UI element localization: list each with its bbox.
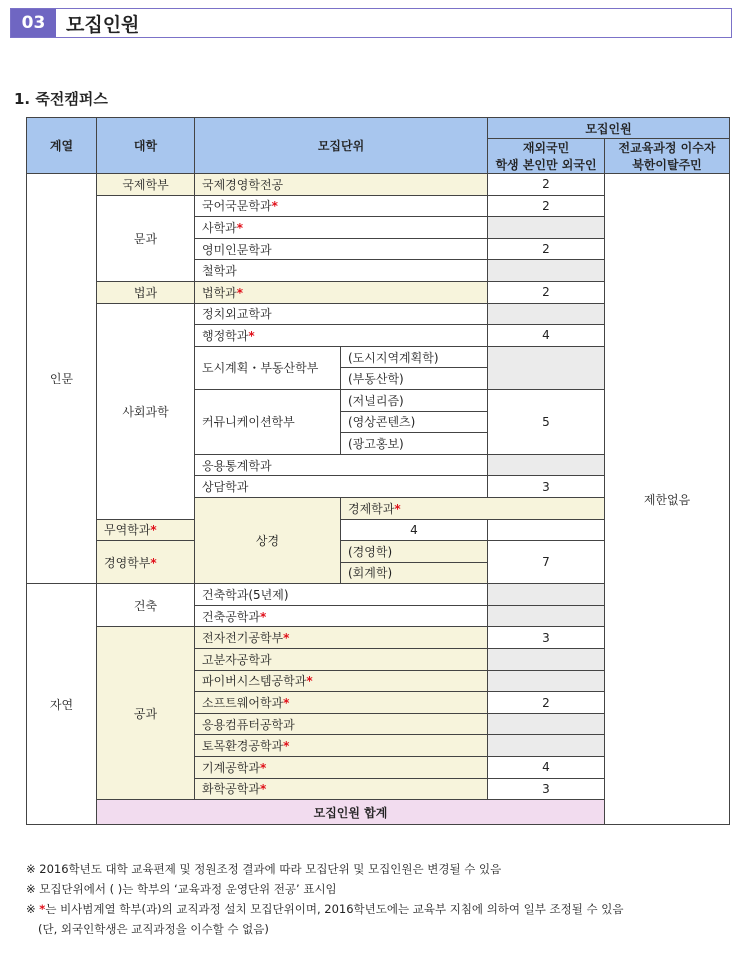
star-mark: * (150, 555, 157, 570)
star-mark: * (259, 782, 267, 797)
unit-row: 정치외교학과 (195, 303, 488, 325)
star-mark: * (283, 631, 290, 646)
unit-row: 전자전기공학부* (195, 627, 488, 649)
unit-row: 국제경영학전공 (195, 174, 488, 196)
quota-value: 7 (488, 541, 605, 584)
unit-row: 무역학과* (97, 519, 341, 541)
star-mark: * (283, 696, 290, 711)
star-mark: * (248, 328, 255, 343)
section-header (10, 8, 732, 38)
header-track: 계열 (27, 118, 97, 174)
quota-value: 2 (488, 174, 605, 196)
unit-row: 건축공학과* (195, 605, 488, 627)
unit-row: 행정학과* (195, 325, 488, 347)
unit-row: 국어국문학과* (195, 195, 488, 217)
college-business: 상경 (195, 497, 341, 583)
unit-division: 커뮤니케이션학부 (195, 389, 341, 454)
quota-value: 5 (488, 389, 605, 454)
quota-empty (488, 303, 605, 325)
unit-row: 소프트웨어학과* (195, 692, 488, 714)
star-mark: * (39, 902, 46, 916)
quota-table (26, 117, 730, 825)
unit-row: 철학과 (195, 260, 488, 282)
unit-row: 기계공학과* (195, 757, 488, 779)
quota-empty (488, 346, 605, 389)
star-mark: * (236, 285, 244, 300)
unit-major: (경영학) (341, 541, 488, 563)
unit-row: 응용통계학과 (195, 454, 488, 476)
track-humanities: 인문 (27, 174, 97, 584)
unit-row: 영미인문학과 (195, 238, 488, 260)
quota-empty (488, 713, 605, 735)
quota-empty (488, 605, 605, 627)
quota-empty (488, 670, 605, 692)
section-title: 모집인원 (66, 13, 140, 36)
star-mark: * (259, 760, 267, 775)
college-liberal: 문과 (97, 195, 195, 281)
quota-empty (488, 735, 605, 757)
quota-value: 2 (488, 195, 605, 217)
quota-empty (488, 260, 605, 282)
college-intl: 국제학부 (97, 174, 195, 196)
unit-row: 법학과* (195, 281, 488, 303)
star-mark: * (236, 220, 244, 235)
unit-major: (도시지역계획학) (341, 346, 488, 368)
footnote: ※ 모집단위에서 ( )는 학부의 ‘교육과정 운영단위 전공’ 표시임 (26, 882, 337, 896)
star-mark: * (283, 739, 290, 754)
unit-major: (부동산학) (341, 368, 488, 390)
quota-value: 4 (341, 519, 488, 541)
quota-empty (488, 584, 605, 606)
unit-major: (광고홍보) (341, 433, 488, 455)
quota-value: 3 (488, 778, 605, 800)
quota-value: 4 (488, 325, 605, 347)
header-col-b: 전교육과정 이수자 북한이탈주민 (605, 139, 730, 174)
star-mark: * (306, 674, 313, 689)
unit-division: 경영학부* (97, 541, 195, 584)
unit-row: 화학공학과* (195, 778, 488, 800)
unit-row: 고분자공학과 (195, 649, 488, 671)
quota-value: 4 (488, 757, 605, 779)
quota-empty (488, 649, 605, 671)
header-quota: 모집인원 (488, 118, 730, 139)
quota-value: 3 (488, 627, 605, 649)
section-number: 03 (11, 9, 56, 37)
quota-value: 2 (488, 281, 605, 303)
college-law: 법과 (97, 281, 195, 303)
track-science: 자연 (27, 584, 97, 825)
quota-value: 2 (488, 238, 605, 260)
unit-major: (회계학) (341, 562, 488, 584)
unit-row: 건축학과(5년제) (195, 584, 488, 606)
star-mark: * (150, 523, 157, 538)
unit-row: 파이버시스템공학과* (195, 670, 488, 692)
unit-row: 상담학과 (195, 476, 488, 498)
header-unit: 모집단위 (195, 118, 488, 174)
unit-row: 토목환경공학과* (195, 735, 488, 757)
quota-no-limit: 제한없음 (605, 174, 730, 825)
unit-row: 응용컴퓨터공학과 (195, 713, 488, 735)
college-eng: 공과 (97, 627, 195, 800)
star-mark: * (259, 609, 267, 624)
total-label: 모집인원 합계 (97, 800, 605, 825)
unit-row: 경제학과* (341, 497, 605, 519)
quota-value: 2 (488, 692, 605, 714)
unit-major: (저널리즘) (341, 389, 488, 411)
header-college: 대학 (97, 118, 195, 174)
college-social: 사회과학 (97, 303, 195, 519)
unit-major: (영상콘텐츠) (341, 411, 488, 433)
footnote: ※ 2016학년도 대학 교육편제 및 정원조정 결과에 따라 모집단위 및 모집인원은 변경될 수 있음 (26, 862, 502, 876)
unit-division: 도시계획・부동산학부 (195, 346, 341, 389)
star-mark: * (394, 501, 401, 516)
unit-row: 사학과* (195, 217, 488, 239)
quota-empty (488, 454, 605, 476)
campus-title: 1. 죽전캠퍼스 (14, 90, 108, 108)
footnote: ※ *는 비사범계열 학부(과)의 교직과정 설치 모집단위이며, 2016학년도에는 교육부 지침에 의하여 일부 조정될 수 있음 (26, 902, 624, 916)
footnote: (단, 외국인학생은 교직과정을 이수할 수 없음) (38, 922, 269, 936)
header-col-a: 재외국민 학생 본인만 외국인 (488, 139, 605, 174)
quota-empty (488, 217, 605, 239)
college-arch: 건축 (97, 584, 195, 627)
footnotes (26, 859, 624, 939)
quota-value: 3 (488, 476, 605, 498)
star-mark: * (271, 199, 278, 214)
